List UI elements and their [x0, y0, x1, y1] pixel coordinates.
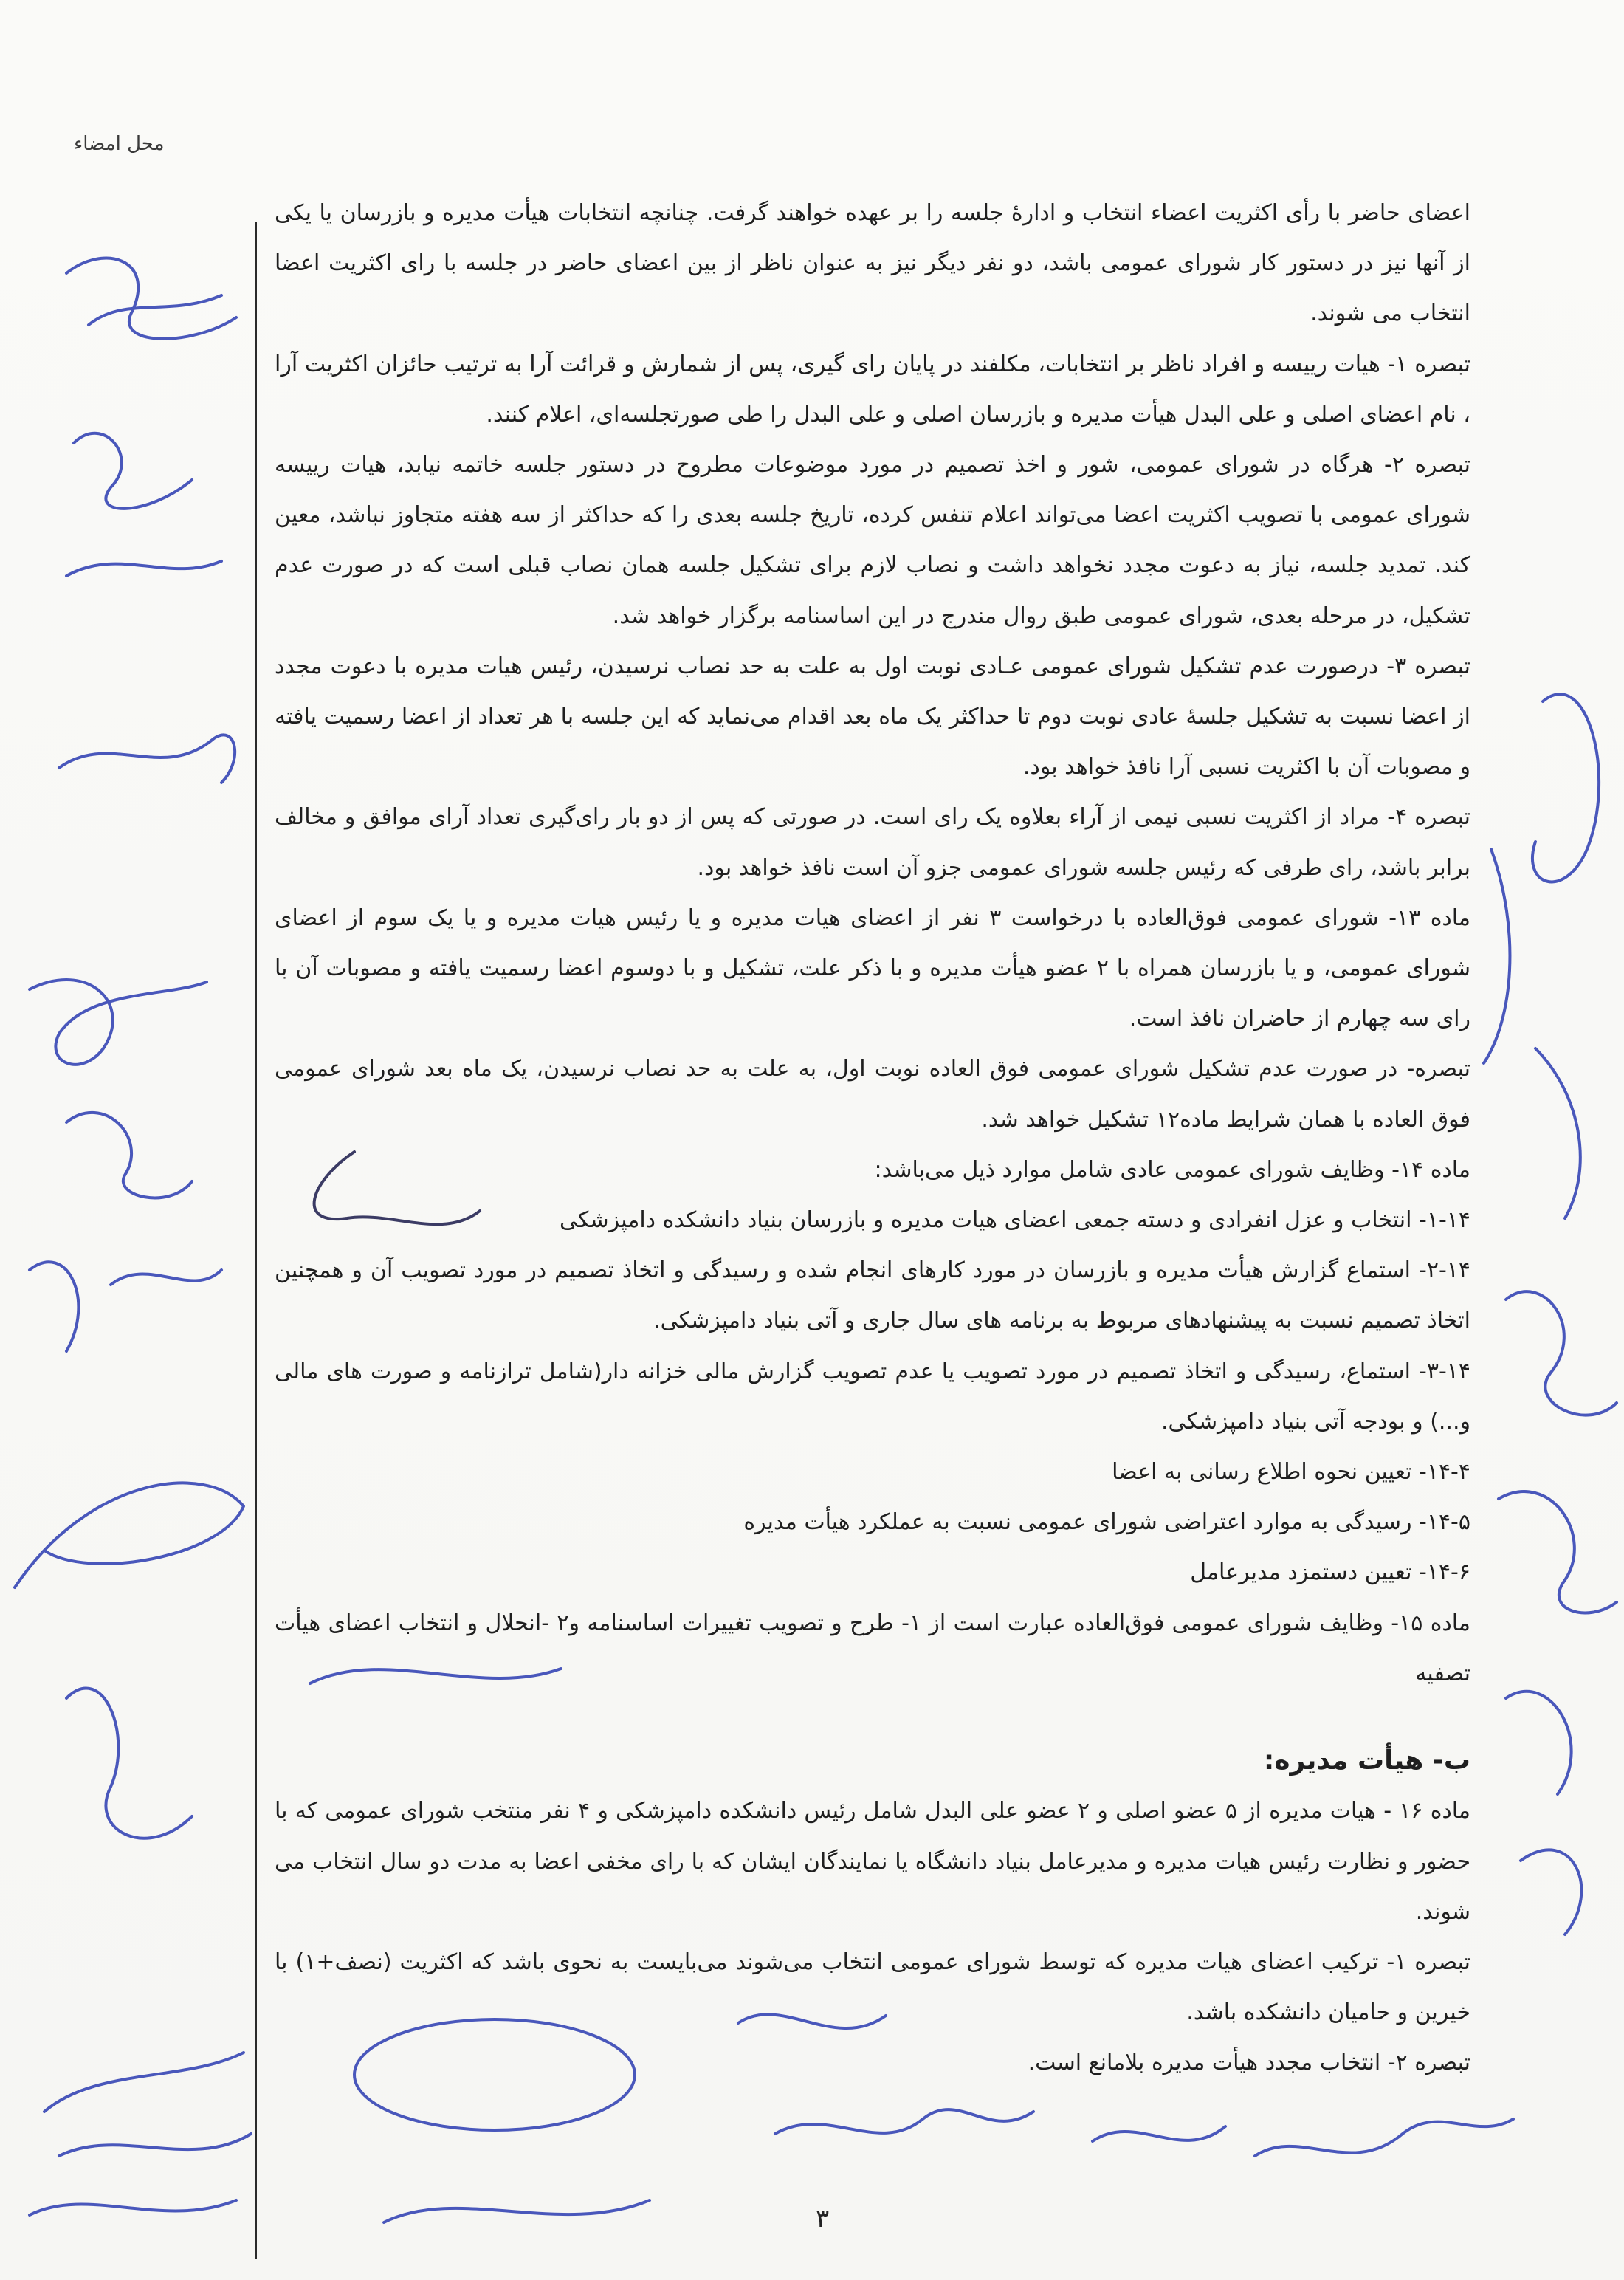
signature-6: [30, 1262, 221, 1351]
signature-10: [30, 2200, 236, 2215]
paragraph-note-2: تبصره ۲- هرگاه در شورای عمومی، شور و اخذ تصمیم در مورد موضوعات مطروح در دستور جلسه خاتمه نیابد، هیات رییسه شورای عمومی با تصویب اکثریت اعضا می‌تواند اعلام تنفس کرده، تاریخ جلسه بعدی را که حداکثر از سه هفته متجاوز نباشد، معین کند. تمدید جلسه، نیاز به دعوت مجدد نخواهد داشت و نصاب لازم برای تشکیل جلسه همان نصاب قبلی است که در صورت عدم تشکیل، در مرحله بعدی، شورای عمومی طبق روال مندرج در این اساسنامه برگزار خواهد شد.: [275, 452, 1471, 629]
signature-7: [15, 1483, 244, 1587]
signature-23: [384, 2200, 650, 2222]
document-body: [275, 188, 1470, 2089]
paragraph-article-14: ماده ۱۴- وظایف شورای عمومی عادی شامل موارد ذیل می‌باشد:: [874, 1156, 1470, 1183]
page-number: ۳: [816, 2204, 830, 2233]
signature-20: [775, 2109, 1033, 2134]
signature-14: [1506, 1291, 1617, 1415]
signature-11: [1532, 694, 1599, 882]
paragraph-item-14-4: ۱۴-۴- تعیین نحوه اطلاع رسانی به اعضا: [1112, 1459, 1470, 1486]
paragraph-board-note-2: تبصره ۲- انتخاب مجدد هیأت مدیره بلامانع است.: [1028, 2050, 1470, 2076]
signature-3: [59, 735, 235, 783]
paragraph-note-1: تبصره ۱- هیات رییسه و افراد ناظر بر انتخابات، مکلفند در پایان رای گیری، پس از شمارش و قرائت آرا به ترتیب حائزان اکثریت آرا ، نام اعضای اصلی و علی البدل هیأت مدیره و بازرسان اصلی و علی البدل را طی صورتجلسه‌ای، اعلام کنند.: [275, 351, 1470, 428]
signature-15: [1499, 1491, 1617, 1613]
signature-5: [66, 1113, 192, 1198]
paragraph-item-14-1: ۱-۱۴- انتخاب و عزل انفرادی و دسته جمعی اعضای هیات مدیره و بازرسان بنیاد دانشکده دامپزشکی: [559, 1207, 1470, 1234]
paragraph-article-16: ماده ۱۶ - هیات مدیره از ۵ عضو اصلی و ۲ عضو علی البدل شامل رئیس دانشکده دامپزشکی و ۴ نفر منتخب شورای عمومی که با حضور و نظارت رئیس هیات مدیره و مدیرعامل بنیاد دانشگاه یا نمایندگان ایشان که با رای مخفی اعضا به مدت دو سال انتخاب می شوند.: [275, 1798, 1470, 1925]
paragraph-intro: اعضای حاضر با رأی اکثریت اعضاء انتخاب و ادارهٔ جلسه را بر عهده خواهند گرفت. چنانچه انتخابات هیأت مدیره و بازرسان یا یکی از آنها نیز در دستور کار شورای عمومی باشد، دو نفر دیگر نیز به عنوان ناظر از بین اعضای حاضر در جلسه با رای اکثریت اعضا انتخاب می شوند.: [275, 200, 1470, 327]
section-heading-board: ب- هیأت مدیره:: [1263, 1745, 1470, 1776]
paragraph-item-14-5: ۱۴-۵- رسیدگی به موارد اعتراضی شورای عمومی نسبت به عملکرد هیأت مدیره: [743, 1509, 1470, 1536]
signature-9: [44, 2053, 251, 2156]
signature-8: [66, 1689, 192, 1838]
paragraph-item-14-3: ۳-۱۴- استماع، رسیدگی و اتخاذ تصمیم در مورد تصویب یا عدم تصویب گزارش مالی خزانه دار(شامل ترازنامه و صورت های مالی و...) و بودجه آتی بنیاد دامپزشکی.: [275, 1358, 1470, 1435]
paragraph-note-13: تبصره- در صورت عدم تشکیل شورای عمومی فوق العاده نوبت اول، به علت به حد نصاب نرسیدن، یک ماه بعد شورای عمومی فوق العاده با همان شرایط ماده۱۲ تشکیل خواهد شد.: [275, 1056, 1470, 1133]
signature-16: [1506, 1692, 1581, 1934]
signature-2: [66, 433, 221, 576]
paragraph-item-14-6: ۱۴-۶- تعیین دستمزد مدیرعامل: [1190, 1559, 1470, 1586]
signature-4: [30, 980, 207, 1065]
paragraph-article-15: ماده ۱۵- وظایف شورای عمومی فوق‌العاده عبارت است از ۱- طرح و تصویب تغییرات اساسنامه و۲ -انحلال و انتخاب اعضای هیأت تصفیه: [275, 1610, 1471, 1686]
signature-21: [1093, 2126, 1225, 2141]
paragraph-article-13: ماده ۱۳- شورای عمومی فوق‌العاده با درخواست ۳ نفر از اعضای هیات مدیره و یا رئیس هیات مدیره و یا یک سوم از اعضای شورای عمومی، و یا بازرسان همراه با ۲ عضو هیأت مدیره و با ذکر علت، تشکیل و با دوسوم اعضا رسمیت یافته و مصوبات آن با رای سه چهارم از حاضران نافذ است.: [275, 904, 1471, 1032]
paragraph-board-note-1: تبصره ۱- ترکیب اعضای هیات مدیره که توسط شورای عمومی انتخاب می‌شوند می‌بایست به نحوی باشد که اکثریت (نصف+۱) با خیرین و حامیان دانشکده باشد.: [275, 1948, 1470, 2026]
signature-12: [1484, 849, 1510, 1063]
paragraph-item-14-2: ۲-۱۴- استماع گزارش هیأت مدیره و بازرسان در مورد کارهای انجام شده و رسیدگی و اتخاذ تصمیم در مورد تصویب آن و همچنین اتخاذ تصمیم نسبت به پیشنهادهای مربوط به برنامه های سال جاری و آتی بنیاد دامپزشکی.: [275, 1257, 1470, 1334]
margin-divider-line: [255, 222, 257, 2259]
signature-area-label: محل امضاء: [74, 133, 165, 155]
paragraph-note-3: تبصره ۳- درصورت عدم تشکیل شورای عمومی عـادی نوبت اول به علت به حد نصاب نرسیدن، رئیس هیات مدیره با دعوت مجدد از اعضا نسبت به تشکیل جلسهٔ عادی نوبت دوم تا حداکثر یک ماه بعد اقدام می‌نماید که این جلسه با هر تعداد از اعضا رسمیت یافته و مصوبات آن با اکثریت نسبی آرا نافذ خواهد بود.: [275, 653, 1470, 780]
signature-22: [1255, 2119, 1513, 2156]
signature-13: [1535, 1048, 1580, 1218]
paragraph-note-4: تبصره ۴- مراد از اکثریت نسبی نیمی از آراء بعلاوه یک رای است. در صورتی که پس از دو بار رای‌گیری تعداد آرای موافق و مخالف برابر باشد، رای طرفی که رئیس جلسه شورای عمومی جزو آن است نافذ خواهد بود.: [275, 804, 1470, 881]
signature-1: [66, 258, 236, 339]
